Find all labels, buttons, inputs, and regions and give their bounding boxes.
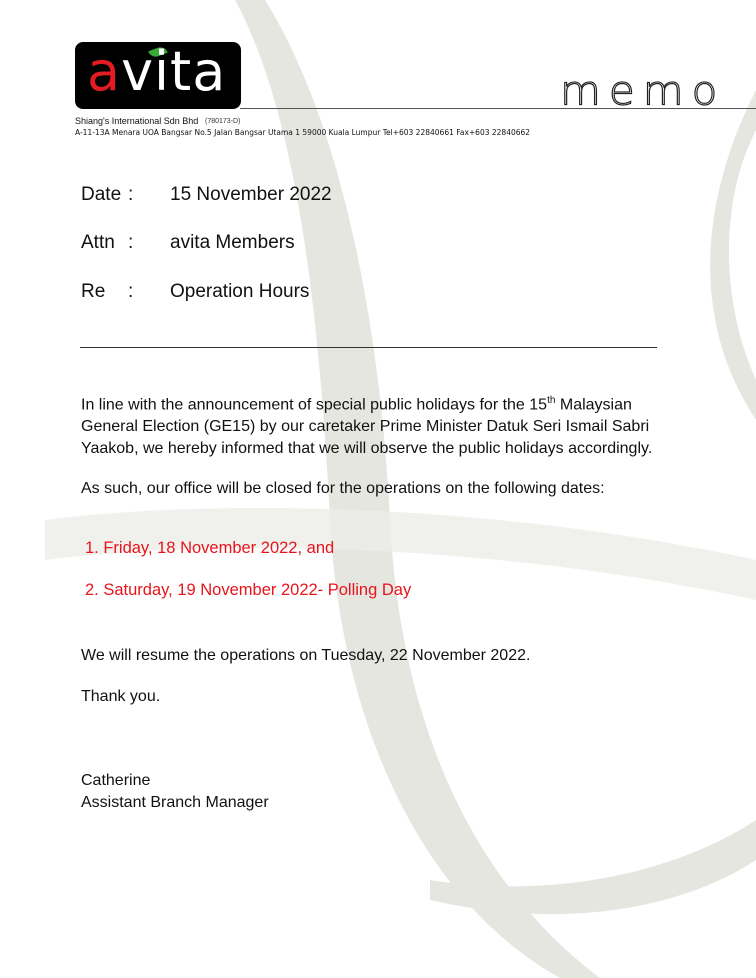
re-label: Re	[81, 281, 106, 302]
date-label: Date	[81, 184, 122, 205]
memo-title: memo	[560, 67, 726, 114]
paragraph-closure: As such, our office will be closed for the operations on the following dates:	[81, 480, 605, 497]
colon: :	[128, 232, 134, 253]
colon: :	[128, 281, 134, 302]
paragraph-resume: We will resume the operations on Tuesday, 22 November 2022.	[81, 647, 531, 664]
divider	[80, 347, 657, 348]
company-address: A-11-13A Menara UOA Bangsar No.5 Jalan Bangsar Utama 1 59000 Kuala Lumpur Tel+603 22840661 Fax+603 22840662	[75, 128, 531, 137]
avita-logo	[75, 42, 241, 109]
superscript: th	[547, 395, 556, 406]
signatory-title: Assistant Branch Manager	[81, 794, 269, 811]
attn-label: Attn	[81, 232, 115, 253]
closed-date-1: 1. Friday, 18 November 2022, and	[85, 539, 335, 557]
signatory-name: Catherine	[81, 772, 151, 789]
thanks: Thank you.	[81, 688, 161, 705]
logo-text: avita	[87, 40, 227, 103]
date-value: 15 November 2022	[170, 184, 332, 205]
company-name: Shiang's International Sdn Bhd	[75, 116, 199, 126]
re-value: Operation Hours	[170, 281, 310, 302]
colon: :	[128, 184, 134, 205]
company-registration: (780173-D)	[205, 118, 241, 125]
text: In line with the announcement of special public holidays for the 15	[81, 396, 548, 414]
text: Malaysian General Election (GE15) by our caretaker Prime Minister Datuk Seri Ismail Sabri Yaakob, we hereby informed that we will observe the public holidays accordingly.	[81, 396, 653, 458]
paragraph-announcement	[81, 390, 666, 460]
closed-date-2: 2. Saturday, 19 November 2022- Polling Day	[85, 581, 412, 599]
attn-value: avita Members	[170, 232, 295, 253]
